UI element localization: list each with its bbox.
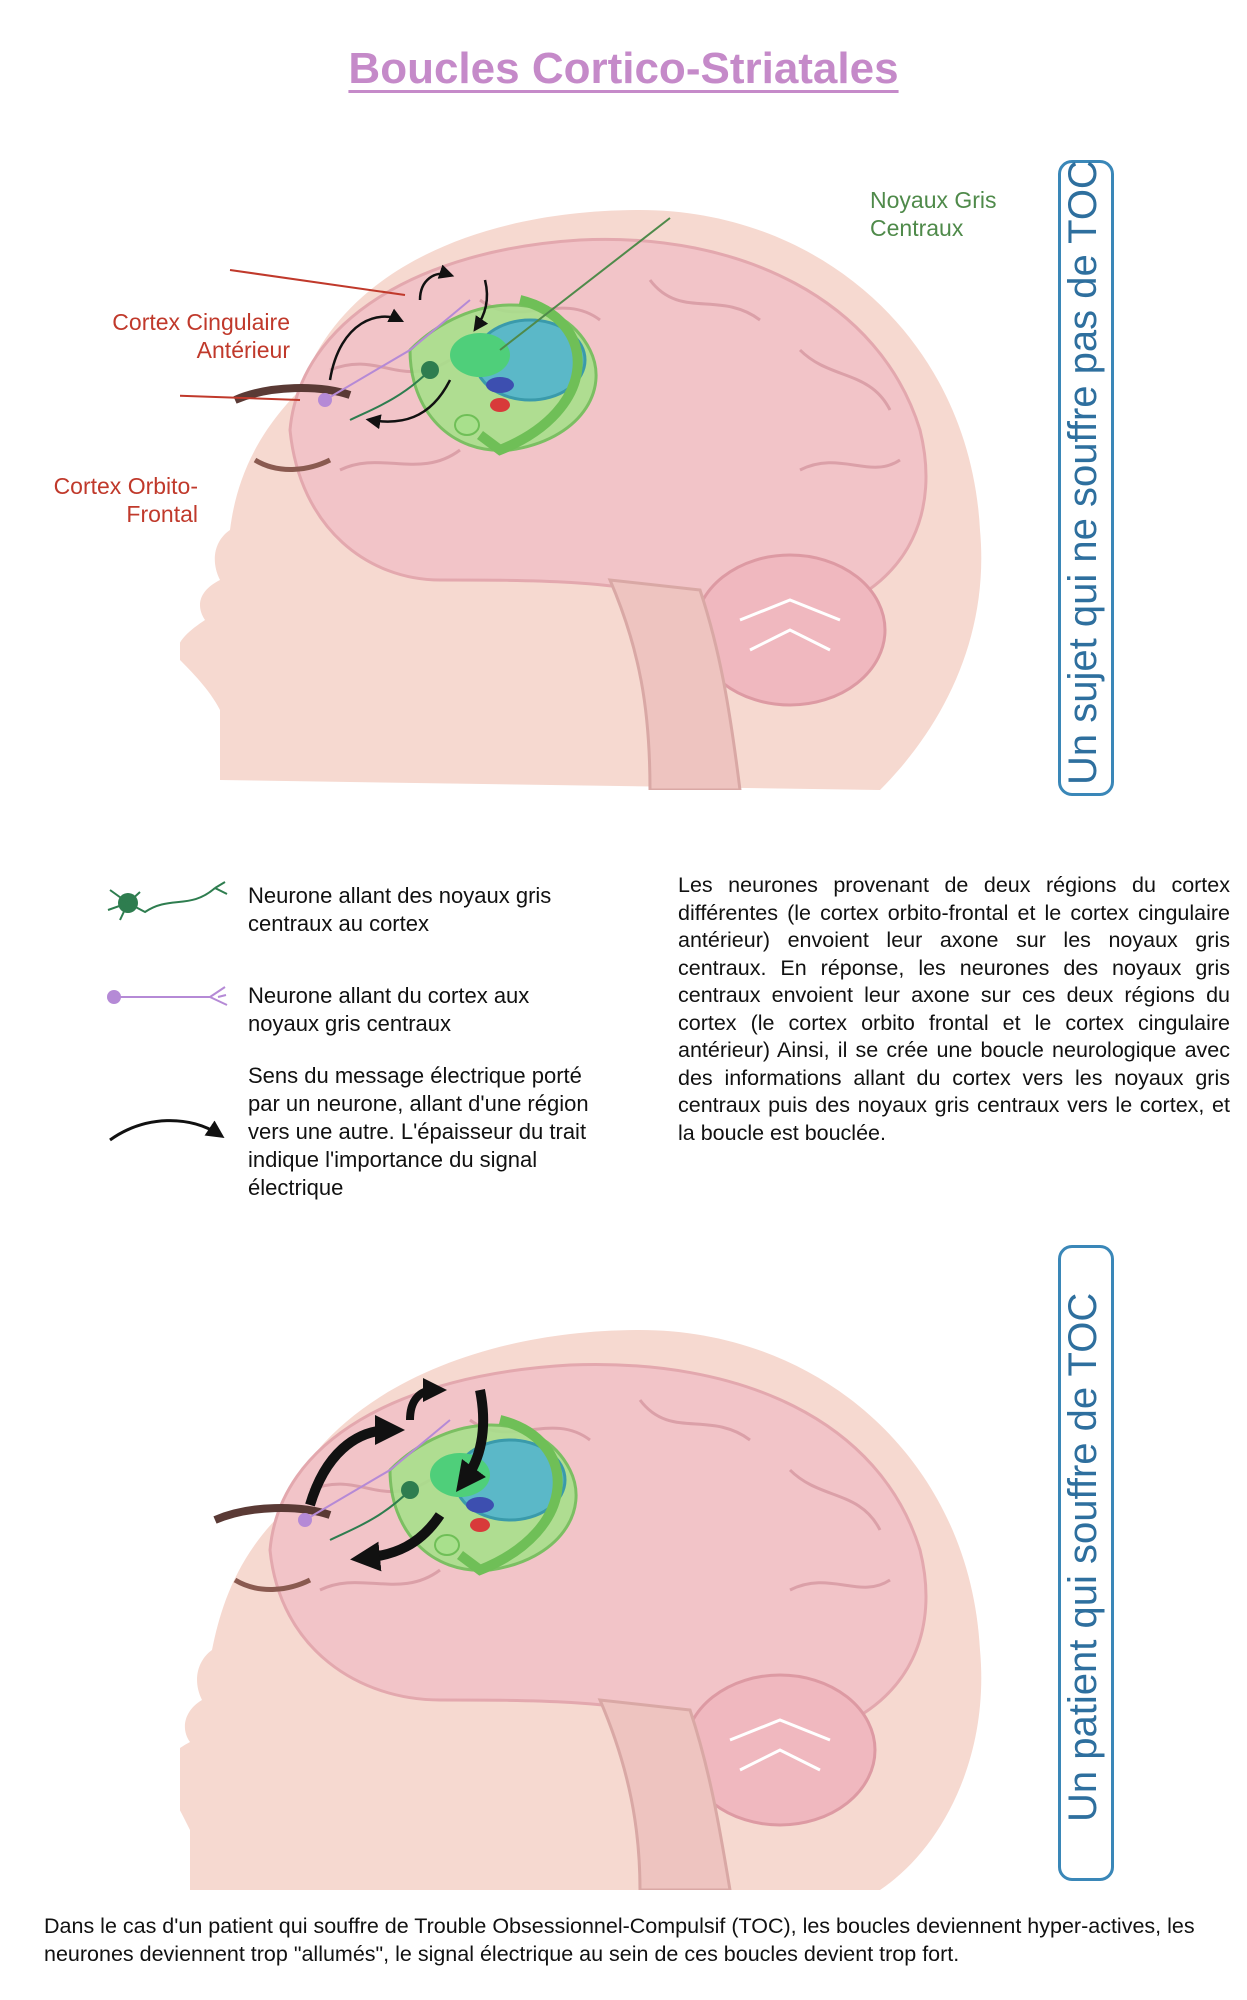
legend-green-neuron: Neurone allant des noyaux gris centraux au cortex <box>248 883 552 936</box>
label-cortex-cingulaire: Cortex Cingulaire Antérieur <box>112 309 290 363</box>
label-noyaux-gris: Noyaux Gris Centraux <box>870 187 997 241</box>
top-side-label: Un sujet qui ne souffre pas de TOC <box>1061 160 1105 785</box>
bottom-brain-illustration <box>180 1290 1010 1930</box>
green-neuron-icon <box>100 870 235 930</box>
purple-neuron-icon <box>100 975 235 1015</box>
page-title: Boucles Cortico-Striatales <box>348 44 899 93</box>
label-cortex-orbito: Cortex Orbito- Frontal <box>53 473 198 527</box>
bottom-head-svg <box>180 1290 1010 1890</box>
legend-purple-neuron: Neurone allant du cortex aux noyaux gris centraux <box>248 983 530 1036</box>
top-head-svg <box>180 150 1010 790</box>
bottom-side-label: Un patient qui souffre de TOC <box>1061 1292 1105 1822</box>
top-brain-illustration <box>180 150 1010 790</box>
legend-arrow: Sens du message électrique porté par un neurone, allant d'une région vers une autre. L'épaisseur du trait indique l'importance du signal électrique <box>248 1063 589 1200</box>
signal-arrow-icon <box>105 1105 235 1155</box>
footer-paragraph: Dans le cas d'un patient qui souffre de Trouble Obsessionnel-Compulsif (TOC), les boucles deviennent hyper-actives, les neurones deviennent trop "allumés", le signal électrique au sein de ces boucles devient trop fort. <box>44 1914 1195 1966</box>
explanation-paragraph: Les neurones provenant de deux régions du cortex différentes (le cortex orbito-frontal et le cortex cingulaire antérieur) envoient leur axone sur les noyaux gris centraux. En réponse, les neurones des noyaux gris centraux envoient leur axone sur ces deux régions du cortex (le cortex orbito frontal et le cortex cingulaire antérieur) Ainsi, il se crée une boucle neurologique avec des informations allant du cortex vers les noyaux gris centraux puis des noyaux gris centraux vers le cortex, et la boucle est bouclée. <box>678 873 1230 1145</box>
